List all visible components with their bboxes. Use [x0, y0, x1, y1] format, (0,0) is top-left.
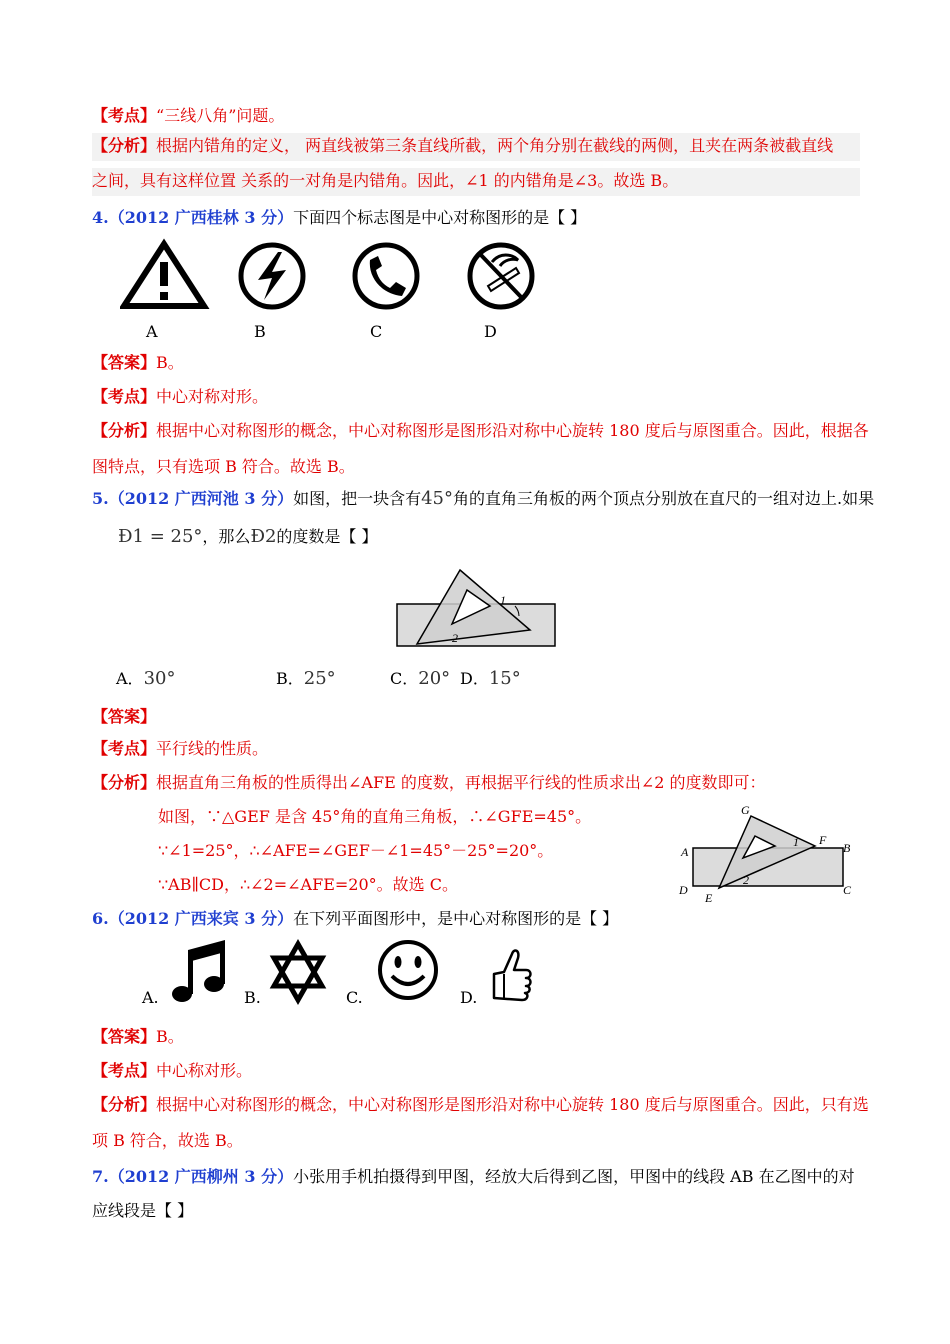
- q4-answer: 【答案】B。: [92, 353, 184, 372]
- prev-fenxi-line1: 【分析】根据内错角的定义， 两直线被第三条直线所截，两个角分别在截线的两侧，且夹在两条被截直线: [92, 133, 860, 161]
- q5-stem-line2: Ð1 = 25°，那么Ð2的度数是【 】: [118, 526, 378, 547]
- q5-step-1: 如图，∵△GEF 是含 45°角的直角三角板，∴∠GFE=45°。: [158, 807, 592, 826]
- q4-fenxi-line2: 图特点，只有选项 B 符合。故选 B。: [92, 457, 355, 476]
- q5-fig2-F: F: [819, 833, 827, 847]
- no-smoking-icon: [470, 245, 532, 307]
- prev-kaodian: 【考点】“三线八角”问题。: [92, 106, 285, 125]
- q6-stem: 6.（2012 广西来宾 3 分）在下列平面图形中，是中心对称图形的是【 】: [92, 909, 619, 928]
- q5-stem-line1: 5.（2012 广西河池 3 分）如图，把一块含有45°角的直角三角板的两个顶点分别放在直尺的一组对边上.如果: [92, 488, 875, 509]
- q4-kaodian: 【考点】中心对称对形。: [92, 387, 269, 406]
- q7-stem-line1: 7.（2012 广西柳州 3 分）小张用手机拍摄得到甲图，经放大后得到乙图，甲图中的线段 AB 在乙图中的对: [92, 1167, 855, 1186]
- q5-answer: 【答案】: [92, 707, 157, 726]
- q5-step-2: ∵∠1=25°，∴∠AFE=∠GEF－∠1=45°－25°=20°。: [158, 841, 554, 860]
- q6-fenxi-line2: 项 B 符合，故选 B。: [92, 1131, 243, 1150]
- q4-option-c[interactable]: C: [370, 322, 383, 341]
- q5-fig2-2: 2: [743, 873, 749, 887]
- q5-option-d[interactable]: D．15°: [460, 668, 521, 689]
- q5-fig2-D: D: [679, 883, 688, 897]
- q4-option-d[interactable]: D: [484, 322, 497, 341]
- music-note-icon: [172, 940, 225, 1002]
- q5-analysis-figure: [675, 800, 860, 905]
- lightning-circle-icon: [241, 245, 303, 307]
- q6-option-c[interactable]: C.: [346, 988, 363, 1007]
- q5-fig2-E: E: [705, 891, 713, 905]
- q5-kaodian: 【考点】平行线的性质。: [92, 739, 269, 758]
- q5-fig-label-1: 1: [500, 593, 506, 607]
- q4-figures: [120, 238, 550, 318]
- warning-triangle-icon: [124, 244, 204, 306]
- q4-stem: 4.（2012 广西桂林 3 分）下面四个标志图是中心对称图形的是【 】: [92, 208, 587, 227]
- q5-figure: [395, 568, 560, 650]
- q6-option-b[interactable]: B.: [244, 988, 261, 1007]
- q5-fig-label-2: 2: [452, 631, 458, 645]
- q5-fig2-C: C: [843, 883, 852, 897]
- star-of-david-icon: [274, 944, 322, 1000]
- q5-fig2-B: B: [843, 841, 851, 855]
- q6-fenxi-line1: 【分析】根据中心对称图形的概念，中心对称图形是图形沿对称中心旋转 180 度后与原图重合。因此，只有选: [92, 1095, 869, 1114]
- smiley-face-icon: [380, 942, 436, 998]
- q6-answer: 【答案】B。: [92, 1027, 184, 1046]
- q4-fenxi-line1: 【分析】根据中心对称图形的概念，中心对称图形是图形沿对称中心旋转 180 度后与原图重合。因此，根据各: [92, 421, 869, 440]
- q5-fig2-A: A: [681, 845, 689, 859]
- thumbs-up-icon: [494, 951, 531, 1000]
- q6-figures: [160, 938, 550, 1008]
- q5-option-a[interactable]: A．30°: [116, 668, 176, 689]
- q5-option-c[interactable]: C．20°: [390, 668, 451, 689]
- q6-kaodian: 【考点】中心称对形。: [92, 1061, 253, 1080]
- q6-option-a[interactable]: A.: [142, 988, 159, 1007]
- q4-option-b[interactable]: B: [254, 322, 266, 341]
- q5-option-b[interactable]: B．25°: [276, 668, 336, 689]
- q4-option-a[interactable]: A: [146, 322, 158, 341]
- phone-circle-icon: [355, 245, 417, 307]
- q5-step-3: ∵AB∥CD，∴∠2=∠AFE=20°。故选 C。: [158, 875, 458, 894]
- q6-option-d[interactable]: D.: [460, 988, 478, 1007]
- q5-fig2-G: G: [741, 803, 750, 817]
- q5-fig2-1: 1: [793, 835, 799, 849]
- q5-fenxi: 【分析】根据直角三角板的性质得出∠AFE 的度数，再根据平行线的性质求出∠2 的度数即可：: [92, 773, 766, 792]
- q7-stem-line2: 应线段是【 】: [92, 1201, 194, 1220]
- prev-fenxi-line2: 之间，具有这样位置 关系的一对角是内错角。因此，∠1 的内错角是∠3。故选 B。: [92, 168, 860, 196]
